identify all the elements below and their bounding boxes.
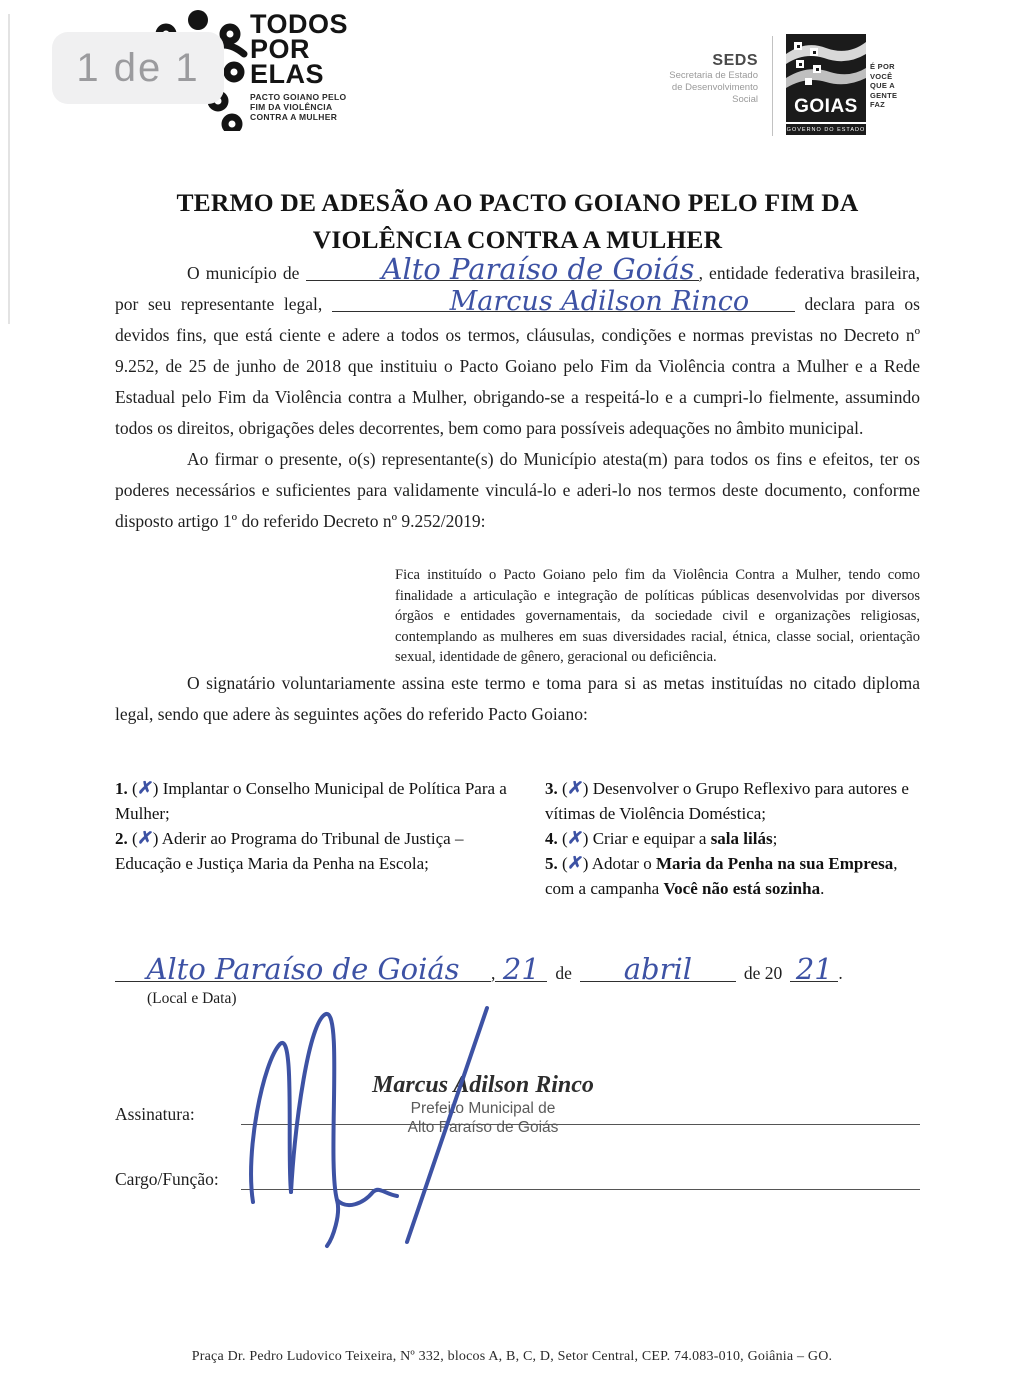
tpe-subtitle-line: PACTO GOIANO PELO [250, 92, 347, 102]
header-divider [772, 36, 773, 136]
handwritten-check-mark: ✗ [566, 851, 585, 874]
stamp-role-line-2: Alto Paraíso de Goiás [407, 1118, 559, 1136]
signature-block [115, 1071, 920, 1190]
paren-close: ) [582, 853, 589, 873]
item-number: 4. [545, 828, 558, 848]
item-text: , com a campanha [545, 853, 898, 898]
item-number: 2. [115, 828, 128, 848]
handwritten-day: 21 [502, 951, 540, 986]
item-text-bold: sala lilás [710, 828, 773, 848]
cargo-line [241, 1188, 920, 1190]
goias-tagline-line: GENTE [870, 90, 898, 100]
assinatura-label: Assinatura: [115, 1103, 195, 1124]
cargo-row [115, 1169, 920, 1190]
tpe-subtitle-line: CONTRA A MULHER [250, 112, 338, 122]
actions-column-right [545, 776, 920, 901]
seds-subtitle-line: Secretaria de Estado [669, 70, 758, 81]
tpe-subtitle [250, 92, 346, 122]
paren-close: ) [152, 828, 159, 848]
handwritten-month: abril [623, 951, 693, 986]
prefeito-stamp [333, 1072, 633, 1137]
year-fill-line [790, 951, 838, 986]
p1-rest: declara para os devidos fins, que está ciente e adere a todos os termos, cláusulas, condições e normas previstas no Decreto nº 9.252, de 25 de junho de 2018 que instituiu o Pacto Goiano pelo Fim da Violência contra a Mulher e a Rede Estadual pelo Fim da Violência contra a Mulher, obrigando-se a respeitá-lo e a cumpri-lo fielmente, assumindo todos os direitos, obrigações deles decorrentes, bem como para possíveis adequações no âmbito municipal. [115, 294, 920, 438]
stamp-name: Marcus Adilson Rinco [372, 1071, 594, 1098]
list-item-1 [115, 776, 515, 826]
paren-open: ( [562, 853, 568, 873]
handwritten-city: Alto Paraíso de Goiás [381, 252, 695, 286]
tpe-word-2: POR [250, 34, 311, 64]
goias-government-bar [786, 124, 866, 135]
p1-lead: O município de [187, 263, 300, 283]
seds-subtitle [640, 70, 758, 106]
seds-subtitle-line: Social [732, 94, 758, 105]
handwritten-year: 21 [795, 951, 833, 986]
paren-open: ( [562, 778, 568, 798]
paren-open: ( [132, 778, 138, 798]
seds-name: SEDS [712, 52, 758, 69]
list-item-3 [545, 776, 920, 826]
document-body [115, 162, 920, 1190]
paragraph-firmar: Ao firmar o presente, o(s) representante(s) do Município atesta(m) para todos os fins e efeitos, ter os poderes necessários e suficientes para validamente vinculá-lo e aderi-lo nos termos deste documento, conforme disposto artigo 1º do referido Decreto nº 9.252/2019: [115, 449, 920, 531]
item-number: 5. [545, 853, 558, 873]
goias-tagline-line: É POR [870, 62, 895, 71]
paren-close: ) [582, 828, 589, 848]
month-fill-line [580, 951, 736, 986]
p1-after-city: , entidade federativa brasileira, por seu representante legal, [115, 263, 921, 314]
date-block [115, 951, 920, 1008]
goias-flag-logo [786, 34, 866, 122]
goias-tagline-line: QUE A [870, 81, 895, 90]
item-text: Desenvolver o Grupo Reflexivo para autores e vítimas de Violência Doméstica; [545, 778, 909, 823]
item-text: ; [772, 828, 778, 848]
todos-por-elas-logo [250, 9, 349, 89]
list-item-5 [545, 851, 920, 901]
decree-quote: Fica instituído o Pacto Goiano pelo fim da Violência Contra a Mulher, tendo como finalidade a articulação e integração de políticas públicas desenvolvidas por diversos órgãos e entidades governamentais, da sociedade civil e organizações religiosas, contemplando as mulheres em suas diversidades racial, étnica, classe social, orientação sexual, identidade de gênero, geracional ou deficiência. [395, 567, 920, 665]
item-number: 3. [545, 778, 558, 798]
handwritten-representative-name: Marcus Adilson Rinco [449, 286, 750, 317]
date-period: . [838, 962, 843, 983]
handwritten-check-mark: ✗ [566, 776, 585, 799]
handwritten-check-mark: ✗ [136, 776, 155, 799]
local-e-data-caption: (Local e Data) [147, 989, 237, 1007]
cargo-label: Cargo/Função: [115, 1168, 219, 1189]
page-indicator-label: 1 de 1 [76, 45, 200, 90]
paren-open: ( [562, 828, 568, 848]
handwritten-check-mark: ✗ [566, 826, 585, 849]
item-text: Aderir ao Programa do Tribunal de Justiça – Educação e Justiça Maria da Penha na Escola; [115, 828, 464, 873]
paragraph-signatario: O signatário voluntariamente assina este termo e toma para si as metas instituídas no citado diploma legal, sendo que adere às seguintes ações do referido Pacto Goiano: [115, 672, 920, 724]
goias-tagline-line: FAZ [870, 100, 886, 109]
date-comma: , [491, 962, 496, 983]
actions-list [115, 776, 920, 901]
footer-address: Praça Dr. Pedro Ludovico Teixeira, Nº 332, blocos A, B, C, D, Setor Central, CEP. 74.083-010, Goiânia – GO. [191, 1349, 833, 1364]
seds-logo [640, 52, 758, 106]
date-de: de [555, 962, 572, 983]
goias-tagline [870, 62, 897, 110]
city-fill-line [306, 252, 699, 286]
handwritten-location: Alto Paraíso de Goiás [146, 951, 460, 986]
tpe-word-1: TODOS [250, 9, 349, 39]
item-text-bold: Você não está sozinha [663, 878, 821, 898]
list-item-4 [545, 826, 920, 851]
goias-subtitle: GOVERNO DO ESTADO [786, 126, 866, 133]
tpe-subtitle-line: FIM DA VIOLÊNCIA [250, 102, 333, 112]
item-text: Implantar o Conselho Municipal de Política Para a Mulher; [115, 778, 507, 823]
item-text: Criar e equipar a [592, 828, 711, 848]
tpe-word-3: ELAS [250, 59, 325, 89]
location-fill-line [115, 951, 491, 986]
document-title: TERMO DE ADESÃO AO PACTO GOIANO PELO FIM DA VIOLÊNCIA CONTRA A MULHER [176, 188, 859, 254]
paren-close: ) [152, 778, 159, 798]
paren-close: ) [582, 778, 589, 798]
date-row [115, 951, 920, 986]
item-text-bold: Maria da Penha na sua Empresa [655, 853, 894, 873]
item-text: Adotar o [591, 853, 656, 873]
stamp-role-line-1: Prefeito Municipal de [410, 1099, 556, 1117]
day-fill-line [495, 951, 547, 986]
paragraph-municipio [115, 252, 921, 444]
goias-name: GOIAS [794, 96, 858, 117]
handwritten-check-mark: ✗ [136, 826, 155, 849]
representative-fill-line [332, 286, 795, 317]
list-item-2 [115, 826, 515, 876]
item-text: . [820, 878, 825, 898]
item-number: 1. [115, 778, 128, 798]
actions-column-left [115, 776, 515, 901]
goias-tagline-line: VOCÊ [870, 71, 893, 81]
paren-open: ( [132, 828, 138, 848]
date-de-20: de 20 [743, 962, 783, 983]
page-indicator-badge [52, 32, 224, 104]
seds-subtitle-line: de Desenvolvimento [671, 82, 758, 93]
